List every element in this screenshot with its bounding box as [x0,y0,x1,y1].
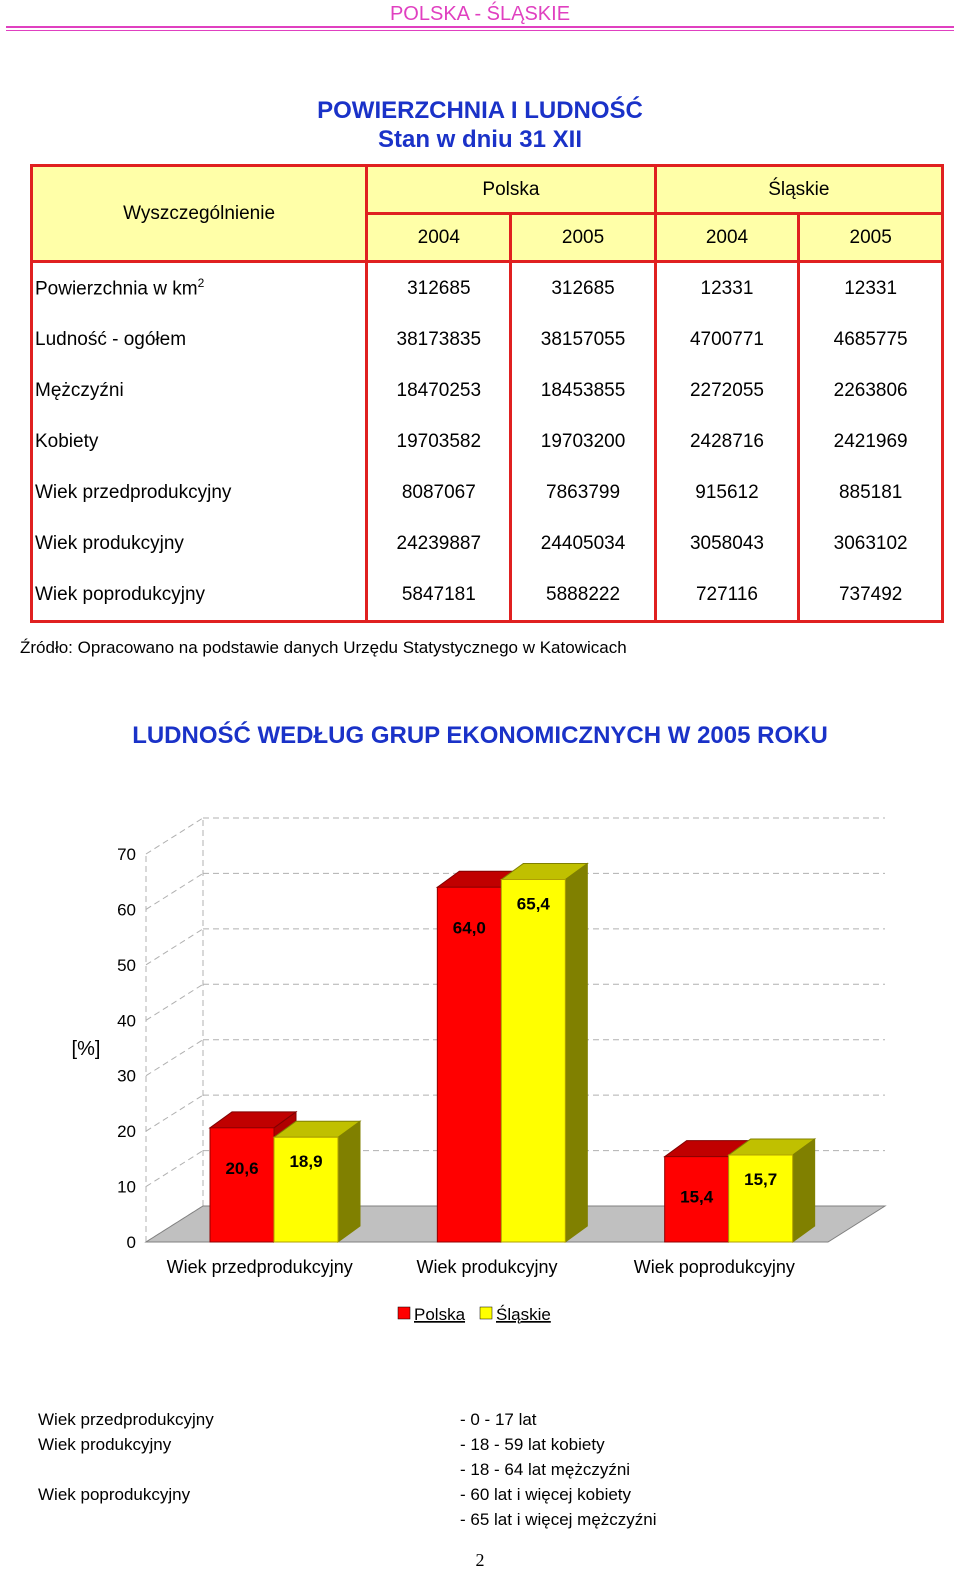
y-tick-label: 60 [117,900,136,920]
year-header: 2005 [511,214,655,262]
table-cell: 3058043 [655,518,799,569]
bar [729,1155,793,1242]
legend-label: Polska [414,1305,466,1324]
source-note: Źródło: Opracowano na podstawie danych Urzędu Statystycznego w Katowicach [20,638,627,657]
data-label: 20,6 [225,1158,259,1178]
table-row [32,518,943,569]
gridline-depth [146,1095,203,1131]
legend-swatch [398,1307,410,1319]
gridline-depth [146,818,203,854]
row-label-text: Wiek poprodukcyjny [35,583,206,605]
table-cell: 12331 [655,262,799,315]
table-row [32,569,943,622]
table-cell: 2421969 [799,416,943,467]
bar-side [338,1121,360,1242]
table-cell: 38157055 [511,314,655,365]
row-label-text: Wiek produkcyjny [35,532,184,554]
row-label [32,314,367,365]
table-cell: 312685 [367,262,511,315]
table-cell: 7863799 [511,467,655,518]
header-rule-thin [6,30,954,31]
x-tick-label: Wiek przedprodukcyjny [166,1257,353,1277]
bar-side [565,863,587,1242]
bar [501,879,565,1242]
data-label: 65,4 [516,894,550,914]
superscript: 2 [197,276,205,291]
table-cell: 2272055 [655,365,799,416]
definition-desc: - 60 lat i więcej kobiety [460,1485,632,1504]
table-cell: 737492 [799,569,943,622]
table-row [32,262,943,315]
year-header: 2004 [367,214,511,262]
table-cell: 24239887 [367,518,511,569]
table-cell: 18470253 [367,365,511,416]
bar [210,1128,274,1242]
year-header: 2005 [799,214,943,262]
table-cell: 4700771 [655,314,799,365]
table-corner-header: Wyszczególnienie [32,166,367,262]
definition-term: Wiek produkcyjny [38,1435,172,1454]
row-label [32,365,367,416]
header-rule [6,26,954,28]
table-cell: 5847181 [367,569,511,622]
table-cell: 4685775 [799,314,943,365]
group-header-slaskie: Śląskie [655,166,942,214]
y-tick-label: 0 [126,1233,136,1252]
row-label [32,467,367,518]
table-subtitle: Stan w dniu 31 XII [377,126,583,153]
table-cell: 5888222 [511,569,655,622]
gridline-depth [146,929,203,965]
table-cell: 19703582 [367,416,511,467]
page-number: 2 [475,1550,485,1570]
gridline-depth [146,984,203,1020]
table-cell: 38173835 [367,314,511,365]
table-row [32,467,943,518]
definition-term: Wiek przedprodukcyjny [38,1410,214,1429]
row-label-text: Ludność - ogółem [35,328,187,350]
table-cell: 24405034 [511,518,655,569]
y-axis-label: [%] [71,1038,101,1060]
row-label [32,569,367,622]
table-cell: 727116 [655,569,799,622]
row-label [32,262,367,315]
gridline-depth [146,873,203,909]
chart-title: LUDNOŚĆ WEDŁUG GRUP EKONOMICZNYCH W 2005 ROKU [132,722,828,749]
row-label [32,518,367,569]
table-row [32,416,943,467]
year-header: 2004 [655,214,799,262]
legend-label: Śląskie [496,1305,551,1324]
row-label-text: Mężczyźni [35,379,124,401]
y-tick-label: 40 [117,1011,136,1031]
definition-desc: - 18 - 59 lat kobiety [460,1435,605,1454]
table-title: POWIERZCHNIA I LUDNOŚĆ [317,97,643,124]
definition-desc: - 0 - 17 lat [460,1410,537,1429]
data-label: 18,9 [289,1152,323,1172]
table-cell: 3063102 [799,518,943,569]
bar-side [793,1139,815,1242]
x-tick-label: Wiek produkcyjny [416,1257,558,1277]
definition-desc: - 18 - 64 lat mężczyźni [460,1460,631,1479]
population-table [30,164,944,623]
data-label: 15,4 [680,1187,714,1207]
bar-chart [0,790,960,1350]
table-cell: 915612 [655,467,799,518]
table-cell: 8087067 [367,467,511,518]
table-cell: 12331 [799,262,943,315]
table-cell: 312685 [511,262,655,315]
definition-desc: - 65 lat i więcej mężczyźni [460,1510,657,1529]
data-label: 15,7 [744,1169,778,1189]
group-header-polska: Polska [367,166,655,214]
y-tick-label: 70 [117,845,136,864]
page-header: POLSKA - ŚLĄSKIE [389,3,571,25]
y-tick-label: 10 [117,1177,136,1197]
table-cell: 885181 [799,467,943,518]
row-label-text: Powierzchnia w km [35,278,198,300]
row-label-text: Kobiety [35,430,99,452]
table-cell: 2263806 [799,365,943,416]
y-tick-label: 20 [117,1122,136,1142]
bar [437,887,501,1242]
table-cell: 2428716 [655,416,799,467]
row-label-text: Wiek przedprodukcyjny [35,481,232,503]
y-tick-label: 30 [117,1066,136,1086]
gridline-depth [146,1151,203,1187]
data-label: 64,0 [452,918,486,938]
row-label [32,416,367,467]
table-cell: 18453855 [511,365,655,416]
table-cell: 19703200 [511,416,655,467]
x-tick-label: Wiek poprodukcyjny [633,1257,795,1277]
table-row [32,365,943,416]
gridline-depth [146,1040,203,1076]
definition-term: Wiek poprodukcyjny [38,1485,191,1504]
table-row [32,314,943,365]
legend-swatch [480,1307,492,1319]
y-tick-label: 50 [117,955,136,975]
